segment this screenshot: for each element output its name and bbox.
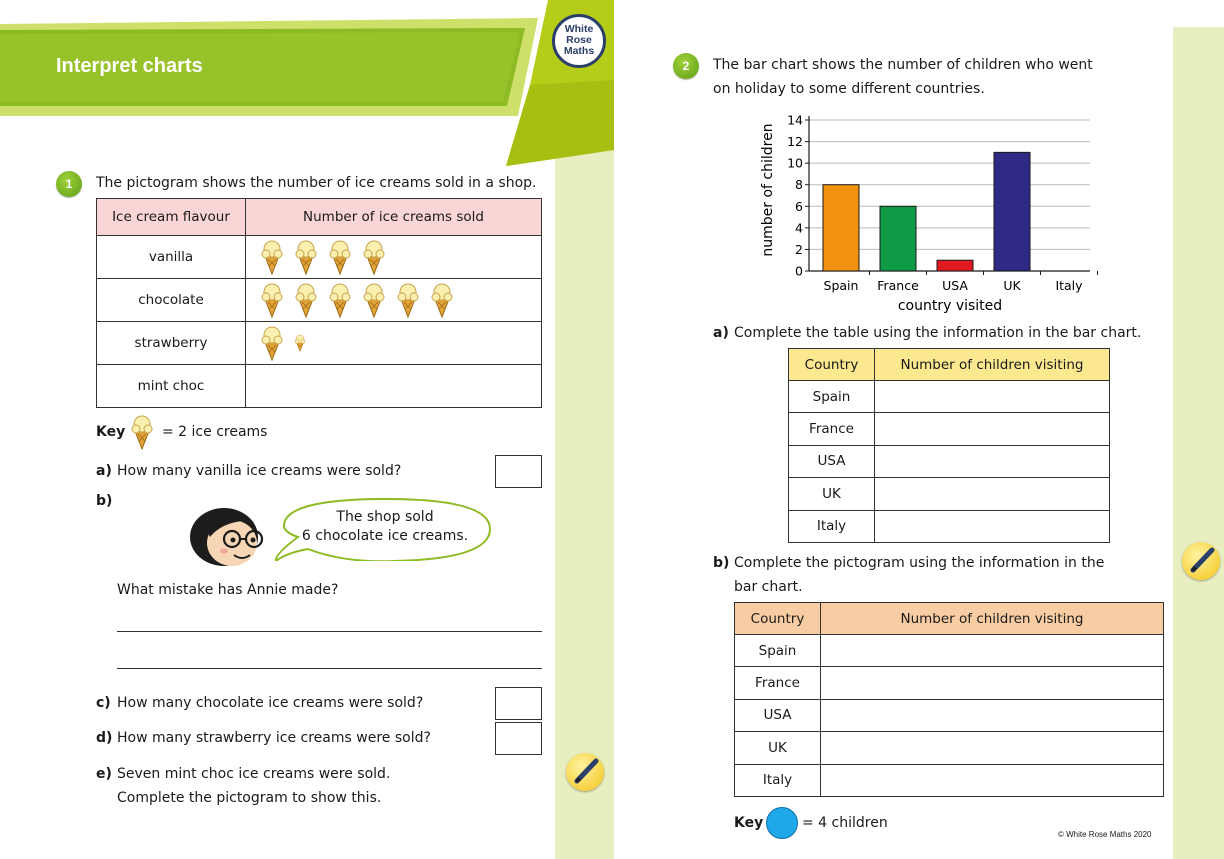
col-header-country: Country [735,603,821,635]
y-tick-label: 4 [795,220,803,236]
question-2-number: 2 [673,53,699,79]
q1b-question: What mistake has Annie made? [117,582,339,598]
flavour-cell: mint choc [97,365,246,408]
answer-cell[interactable] [875,381,1110,413]
ice-cream-icon [328,249,362,265]
pictogram-cell[interactable] [821,667,1164,699]
x-axis-label: country visited [897,298,1003,314]
q1b-label: b) [96,493,113,509]
q2b-label: b) [713,555,730,571]
ice-cream-key-icon [130,414,164,450]
q2b-line-2: bar chart. [734,579,803,595]
x-tick-label: Italy [1055,278,1083,293]
table-row [789,445,1110,477]
ice-cream-icon [294,292,328,308]
x-tick-label: USA [942,278,968,293]
blue-circle-key-icon [765,806,799,840]
bar-france [880,206,916,271]
answer-cell[interactable] [875,510,1110,542]
country-cell: Italy [735,764,821,796]
x-tick-label: Spain [823,278,859,293]
q2a-text: Complete the table using the information in the bar chart. [734,325,1142,341]
q1c-text: How many chocolate ice creams were sold? [117,695,424,711]
y-tick-label: 12 [787,134,803,150]
logo-line-2: Rose [566,34,592,46]
y-tick-label: 10 [787,155,803,171]
q1-key-value: = 2 ice creams [162,424,268,440]
half-ice-cream-icon [294,335,316,351]
question-2-prompt-line-1: The bar chart shows the number of children who went [713,57,1093,73]
ice-cream-icon [396,292,430,308]
pencil-icon [566,753,604,791]
country-cell: Italy [789,510,875,542]
table-row [789,381,1110,413]
q1a-answer-box[interactable] [495,455,542,488]
table-row [97,322,542,365]
answer-cell[interactable] [875,413,1110,445]
bar-chart [750,108,1100,316]
q1c-label: c) [96,695,111,711]
y-tick-label: 2 [795,241,803,257]
ice-cream-icon [430,292,464,308]
answer-cell[interactable] [875,445,1110,477]
ice-cream-pictogram [96,198,542,408]
q1d-label: d) [96,730,113,746]
flavour-cell: strawberry [97,322,246,365]
country-cell: UK [789,478,875,510]
table-row [97,236,542,279]
copyright: © White Rose Maths 2020 [1058,830,1152,839]
pictogram-cell[interactable] [821,635,1164,667]
q2-key-label: Key [734,815,764,831]
country-pictogram [734,602,1164,797]
q2a-label: a) [713,325,729,341]
country-cell: France [735,667,821,699]
flavour-cell: chocolate [97,279,246,322]
icons-cell[interactable] [246,279,542,322]
question-1-number: 1 [56,171,82,197]
speech-line-1: The shop sold [336,509,434,525]
q2b-line-1: Complete the pictogram using the information in the [734,555,1105,571]
bar-spain [823,185,859,271]
col-header-flavour: Ice cream flavour [97,199,246,236]
header-banner [0,0,614,170]
ice-cream-icon [294,249,328,265]
table-row [789,510,1110,542]
pictogram-cell[interactable] [821,764,1164,796]
y-tick-label: 0 [795,263,803,279]
bar-uk [994,152,1030,271]
country-cell: USA [735,699,821,731]
country-cell: Spain [735,635,821,667]
table-row [735,764,1164,796]
q1b-writing-line-2[interactable] [117,668,542,669]
country-cell: USA [789,445,875,477]
col-header-country: Country [789,349,875,381]
table-row [789,478,1110,510]
question-1-prompt: The pictogram shows the number of ice creams sold in a shop. [96,175,537,191]
y-tick-label: 6 [795,198,803,214]
right-margin-strip [1173,27,1224,859]
logo-line-3: Maths [563,45,595,57]
y-tick-label: 8 [795,177,803,193]
q1b-writing-line-1[interactable] [117,631,542,632]
icons-cell[interactable] [246,236,542,279]
logo-line-1: White [564,23,594,35]
country-cell: France [789,413,875,445]
ice-cream-icon [362,292,396,308]
table-row [735,732,1164,764]
pictogram-cell[interactable] [821,699,1164,731]
q1e-line-2: Complete the pictogram to show this. [117,790,382,806]
ice-cream-icon [260,292,294,308]
speech-line-2: 6 chocolate ice creams. [301,528,469,544]
q1d-text: How many strawberry ice creams were sold? [117,730,431,746]
q1e-label: e) [96,766,112,782]
ice-cream-icon [260,249,294,265]
q2-key-value: = 4 children [802,815,888,831]
x-tick-label: UK [1003,278,1021,293]
table-row [97,365,542,408]
q1-key-label: Key [96,424,126,440]
q1d-answer-box[interactable] [495,722,542,755]
x-tick-label: France [877,278,919,293]
country-cell: UK [735,732,821,764]
col-header-number: Number of children visiting [875,349,1110,381]
col-header-number: Number of children visiting [821,603,1164,635]
q1a-label: a) [96,463,112,479]
flavour-cell: vanilla [97,236,246,279]
table-row [735,667,1164,699]
table-row [789,413,1110,445]
speech-text [290,508,480,546]
q1c-answer-box[interactable] [495,687,542,720]
ice-cream-icon [260,335,294,351]
ice-cream-icon [328,292,362,308]
table-row [735,635,1164,667]
country-cell: Spain [789,381,875,413]
q1e-line-1: Seven mint choc ice creams were sold. [117,766,391,782]
answer-cell[interactable] [875,478,1110,510]
table-row [735,699,1164,731]
y-axis-label: number of children [760,123,776,257]
y-tick-label: 14 [787,112,803,128]
col-header-sold: Number of ice creams sold [246,199,542,236]
page-title: Interpret charts [56,55,203,77]
annie-avatar [188,505,272,571]
q1a-text: How many vanilla ice creams were sold? [117,463,402,479]
white-rose-logo [552,14,606,68]
bar-usa [937,260,973,271]
pictogram-cell[interactable] [821,732,1164,764]
table-row [97,279,542,322]
pencil-icon [1182,542,1220,580]
ice-cream-icon [362,249,396,265]
country-table [788,348,1110,543]
icons-cell[interactable] [246,322,542,365]
icons-cell[interactable] [246,365,542,408]
question-2-prompt-line-2: on holiday to some different countries. [713,81,985,97]
